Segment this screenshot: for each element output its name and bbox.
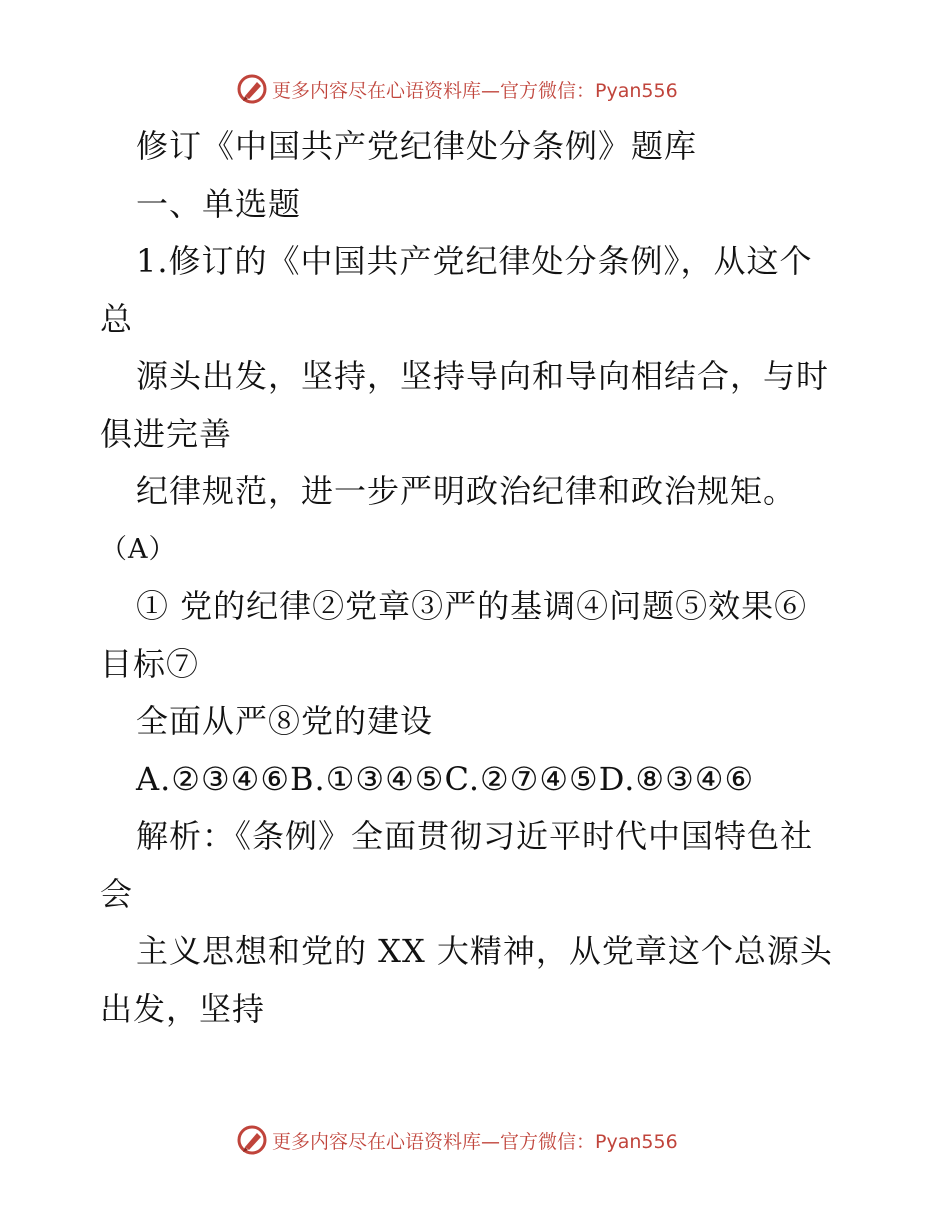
watermark-text: 更多内容尽在心语资料库—官方微信：Pyan556 xyxy=(272,1130,678,1153)
question-line: 源头出发，坚持，坚持导向和导向相结合，与时 xyxy=(136,357,830,395)
pen-logo-icon xyxy=(236,1124,268,1156)
question-line: 纪律规范，进一步严明政治纪律和政治规矩。 xyxy=(136,472,797,510)
choices-line: A.②③④⑥B.①③④⑤C.②⑦④⑤D.⑧③④⑥ xyxy=(136,759,755,798)
explanation-line: 主义思想和党的 XX 大精神，从党章这个总源头 xyxy=(136,932,833,970)
question-line: 1.修订的《中国共产党纪律处分条例》，从这个 xyxy=(136,242,813,280)
options-line: ① 党的纪律②党章③严的基调④问题⑤效果⑥ xyxy=(136,587,808,625)
footer-watermark xyxy=(236,1123,678,1157)
section-heading: 一、单选题 xyxy=(136,184,302,223)
watermark-text: 更多内容尽在心语资料库—官方微信：Pyan556 xyxy=(272,79,678,102)
explanation-line: 会 xyxy=(100,874,134,913)
question-line: 俱进完善 xyxy=(100,414,233,453)
options-line: 全面从严⑧党的建设 xyxy=(136,702,434,740)
document-body xyxy=(100,118,860,1038)
header-watermark xyxy=(236,72,678,106)
doc-title: 修订《中国共产党纪律处分条例》题库 xyxy=(136,127,698,165)
pen-logo-icon xyxy=(236,73,268,105)
question-line: 总 xyxy=(100,299,134,338)
explanation-line: 解析：《条例》全面贯彻习近平时代中国特色社 xyxy=(136,817,814,855)
answer-line: （A） xyxy=(100,533,177,565)
options-line: 目标⑦ xyxy=(100,644,200,683)
explanation-line: 出发，坚持 xyxy=(100,989,266,1028)
